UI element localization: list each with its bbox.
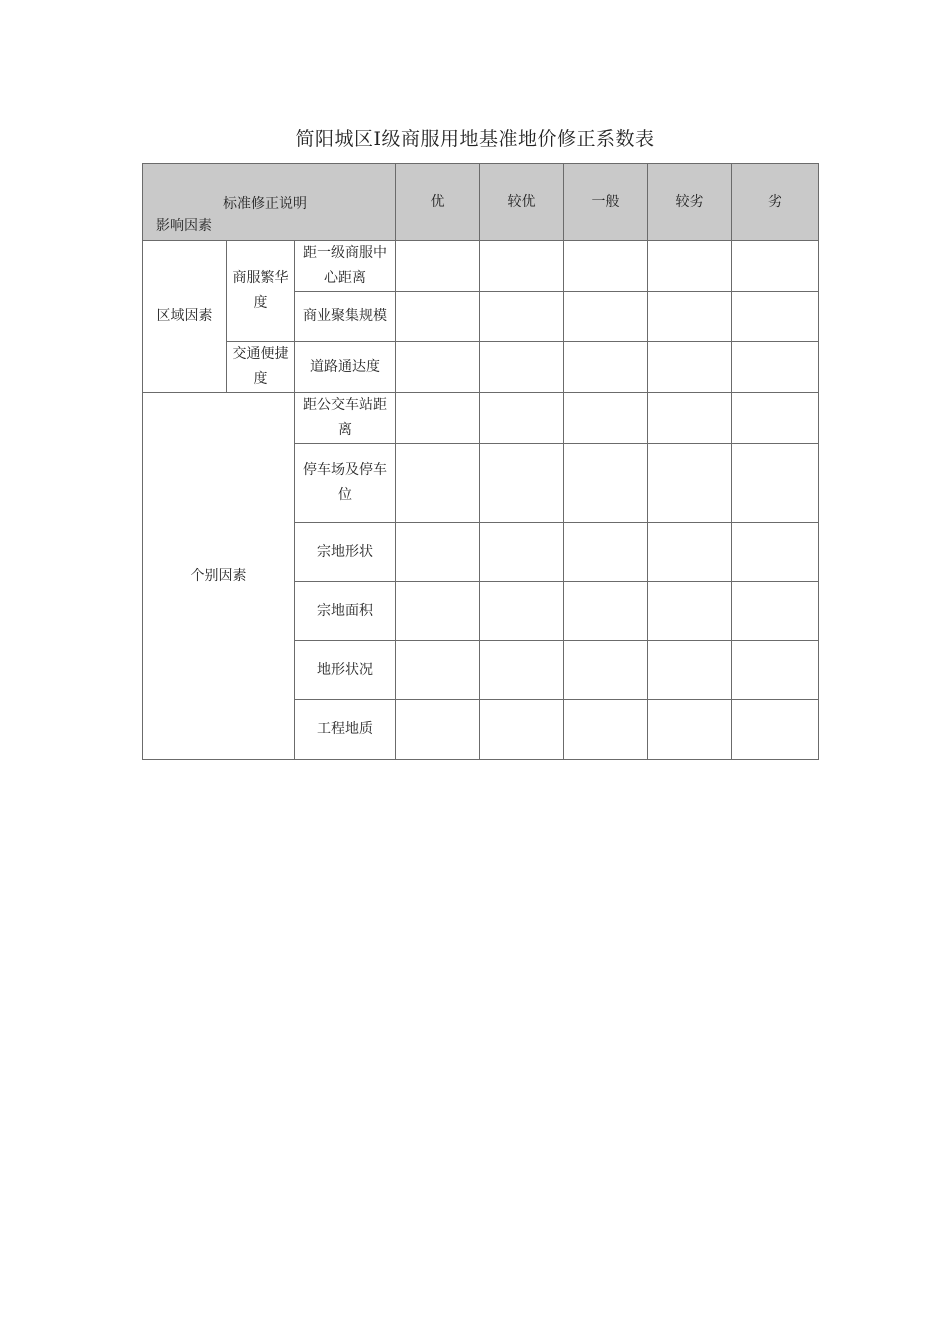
- value-cell: [648, 523, 732, 582]
- grade-header: 劣: [732, 164, 819, 241]
- factor-label: 地形状况: [295, 641, 396, 700]
- value-cell: [480, 700, 564, 760]
- grade-header: 较劣: [648, 164, 732, 241]
- factor-label: 距公交车站距离: [295, 393, 396, 444]
- group-regional: 区域因素: [143, 241, 227, 393]
- factor-label: 工程地质: [295, 700, 396, 760]
- value-cell: [396, 342, 480, 393]
- value-cell: [648, 241, 732, 292]
- value-cell: [732, 292, 819, 342]
- factor-label: 宗地形状: [295, 523, 396, 582]
- value-cell: [732, 523, 819, 582]
- value-cell: [732, 241, 819, 292]
- value-cell: [732, 582, 819, 641]
- value-cell: [480, 523, 564, 582]
- table-row: [143, 241, 819, 292]
- value-cell: [648, 393, 732, 444]
- value-cell: [648, 700, 732, 760]
- value-cell: [564, 292, 648, 342]
- value-cell: [732, 641, 819, 700]
- value-cell: [648, 444, 732, 523]
- subgroup-commercial: 商服繁华度: [227, 241, 295, 342]
- value-cell: [732, 444, 819, 523]
- diagonal-header-cell: [143, 164, 396, 241]
- value-cell: [564, 342, 648, 393]
- value-cell: [648, 641, 732, 700]
- grade-header: 较优: [480, 164, 564, 241]
- value-cell: [732, 700, 819, 760]
- value-cell: [480, 641, 564, 700]
- value-cell: [480, 444, 564, 523]
- value-cell: [564, 582, 648, 641]
- value-cell: [564, 523, 648, 582]
- value-cell: [648, 292, 732, 342]
- value-cell: [396, 641, 480, 700]
- value-cell: [396, 523, 480, 582]
- value-cell: [564, 700, 648, 760]
- header-standard-label: 标准修正说明: [223, 196, 307, 212]
- value-cell: [480, 292, 564, 342]
- value-cell: [396, 241, 480, 292]
- grade-header: 一般: [564, 164, 648, 241]
- factor-label: 商业聚集规模: [295, 292, 396, 342]
- factor-label: 停车场及停车位: [295, 444, 396, 523]
- page-title: 简阳城区Ⅰ级商服用地基准地价修正系数表: [295, 128, 655, 150]
- value-cell: [732, 393, 819, 444]
- factor-label: 距一级商服中心距离: [295, 241, 396, 292]
- value-cell: [648, 342, 732, 393]
- value-cell: [564, 393, 648, 444]
- value-cell: [396, 292, 480, 342]
- value-cell: [564, 241, 648, 292]
- header-factor-label: 影响因素: [156, 218, 212, 234]
- factor-label: 道路通达度: [295, 342, 396, 393]
- value-cell: [480, 241, 564, 292]
- grade-header: 优: [396, 164, 480, 241]
- subgroup-traffic: 交通便捷度: [227, 342, 295, 393]
- table-row: [143, 342, 819, 393]
- group-individual: 个别因素: [143, 393, 295, 760]
- value-cell: [648, 582, 732, 641]
- table-row: [143, 393, 819, 444]
- factor-label: 宗地面积: [295, 582, 396, 641]
- value-cell: [480, 393, 564, 444]
- value-cell: [564, 444, 648, 523]
- value-cell: [396, 582, 480, 641]
- coefficient-table: [142, 163, 819, 760]
- value-cell: [564, 641, 648, 700]
- value-cell: [480, 582, 564, 641]
- value-cell: [396, 700, 480, 760]
- value-cell: [396, 444, 480, 523]
- value-cell: [732, 342, 819, 393]
- header-row: [143, 164, 819, 241]
- value-cell: [480, 342, 564, 393]
- value-cell: [396, 393, 480, 444]
